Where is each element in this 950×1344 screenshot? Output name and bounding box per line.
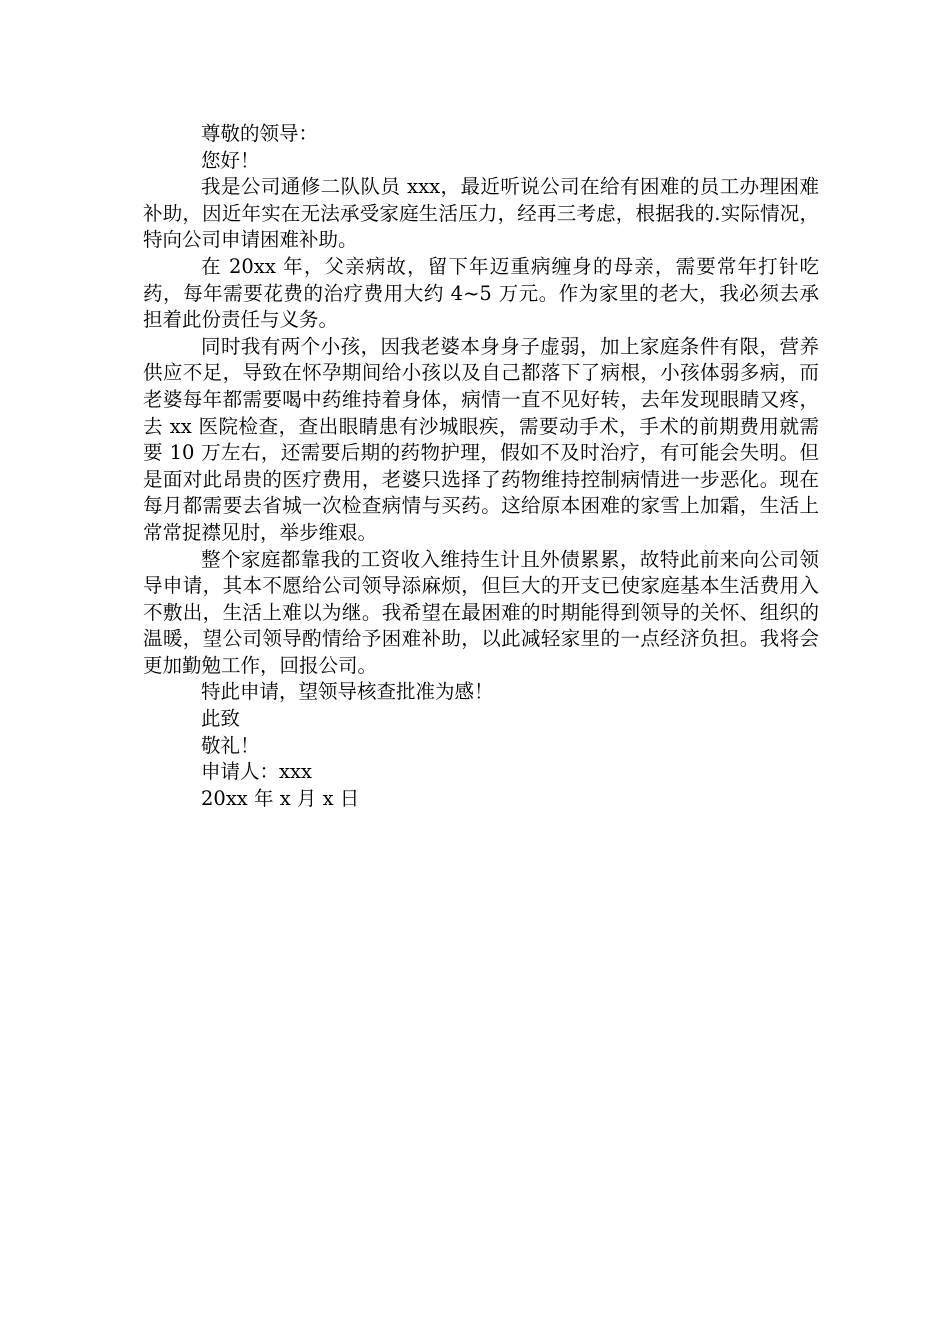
paragraph-introduction: 我是公司通修二队队员 xxx，最近听说公司在给有困难的员工办理困难补助，因近年实在无法承受家庭生活压力，经再三考虑，根据我的.实际情况，特向公司申请困难补助。 xyxy=(143,175,819,252)
salutation: 尊敬的领导： xyxy=(201,122,319,145)
letter-date: 20xx 年 x 月 x 日 xyxy=(201,786,360,810)
request-line: 特此申请，望领导核查批准为感！ xyxy=(201,680,494,704)
application-letter xyxy=(143,121,819,812)
paragraph-mother: 在 20xx 年，父亲病故，留下年迈重病缠身的母亲，需要常年打针吃药，每年需要花费的治疗费用大约 4~5 万元。作为家里的老大，我必须去承担着此份责任与义务。 xyxy=(143,254,819,332)
closing-2: 敬礼！ xyxy=(201,733,260,757)
closing-1: 此致 xyxy=(201,707,241,731)
applicant-signature: 申请人：xxx xyxy=(201,760,312,784)
greeting: 您好！ xyxy=(201,148,260,172)
paragraph-family-illness: 同时我有两个小孩，因我老婆本身身子虚弱，加上家庭条件有限，营养供应不足，导致在怀孕期间给小孩以及自己都落下了病根，小孩体弱多病，而老婆每年都需要喝中药维持着身体，病情一直不见好转，去年发现眼睛又疼，去 xx 医院检查，查出眼睛患有沙城眼疾，需要动手术，手术的前期费用就需要 10 万左右，还需要后期的药物护理，假如不及时治疗，有可能会失明。但是面对此昂贵的医疗费用，老婆只选择了药物维持控制病情进一步恶化。现在每月都需要去省城一次检查病情与买药。这给原本困难的家雪上加霜，生活上常常捉襟见肘，举步维艰。 xyxy=(143,334,819,544)
paragraph-request: 整个家庭都靠我的工资收入维持生计且外债累累，故特此前来向公司领导申请，其本不愿给公司领导添麻烦，但巨大的开支已使家庭基本生活费用入不敷出，生活上难以为继。我希望在最困难的时期能得到领导的关怀、组织的温暖，望公司领导酌情给予困难补助，以此减轻家里的一点经济负担。我将会更加勤勉工作，回报公司。 xyxy=(143,547,819,677)
